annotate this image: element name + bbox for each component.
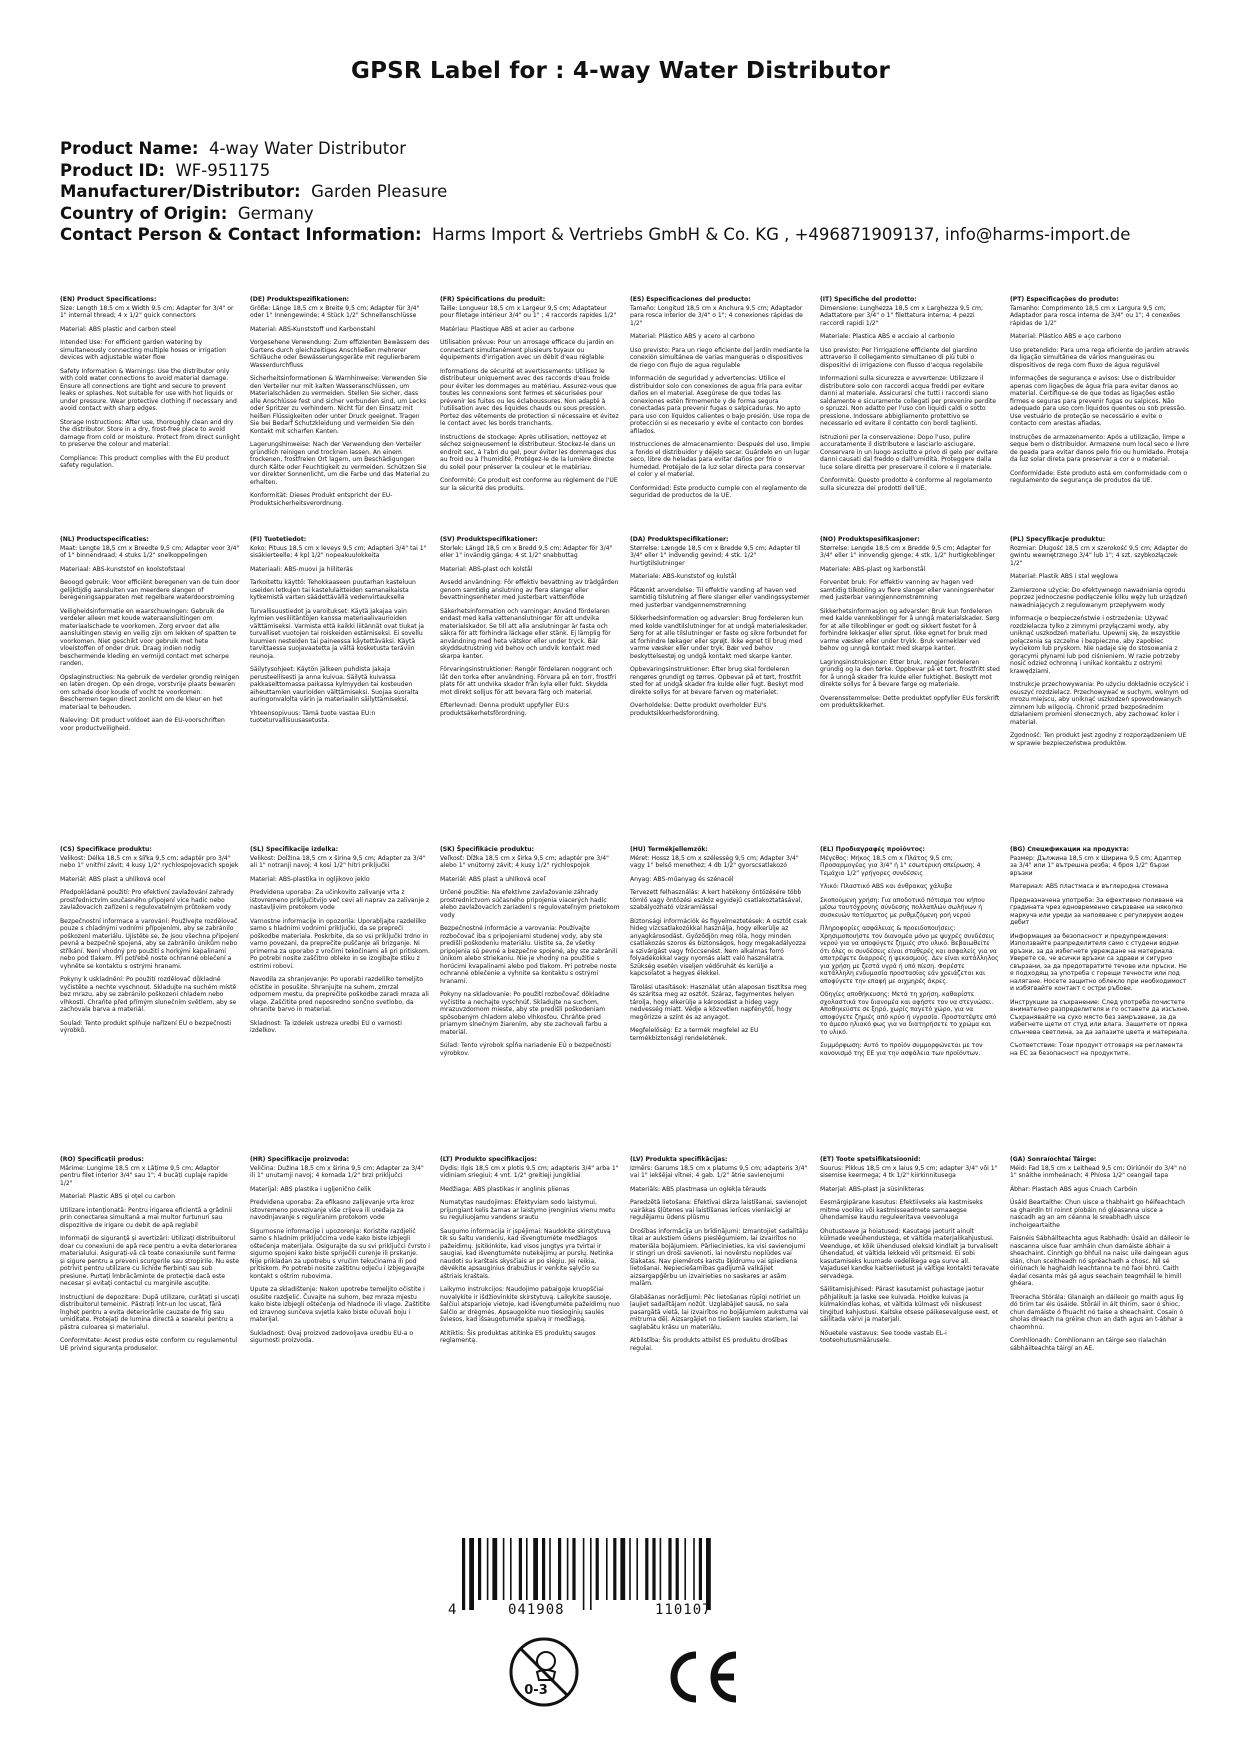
barcode-bar xyxy=(645,1538,648,1600)
spec-storage: Treoracha Stórála: Glanaigh an dáileoir go maith agus lig dó tirim tar éis úsáide. Stóráil in áit thirim, saor ó shioc, chun damáiste ó fhuacht nó taise a sheachaint. Cosain ó sholas díreach na gréine chun an dath agus an t-ábhar a chaomhnú. xyxy=(1010,1293,1184,1331)
spec-material: Υλικό: Πλαστικό ABS και άνθρακας χάλυβα xyxy=(820,883,953,890)
spec-storage: Instruções de armazenamento: Após a utilização, limpe e seque bem o distribuidor. Armazene num local seco e livre de geada para evitar danos pelo frio ou humidade. Proteja da luz solar direta para preservar a cor e o material. xyxy=(1010,433,1189,463)
age-warning-label: 0-3 xyxy=(524,1683,548,1698)
barcode-bar xyxy=(684,1538,686,1600)
spec-safety: Faisnéis Sábháilteachta agus Rabhadh: Úsáid an dáileoir le nascanna uisce fuar amháin chun damáiste ábhair a sheachaint. Cinntigh go bhfuil na naisc uile daingean agus slán, chun sceitheadh nó spréachadh a chosc. Níl sé oiriúnach le haghaidh leachtanna te nó faoi bhrú. Caith éadaí cosanta más gá agus seachain teagmháil le himill ghéara. xyxy=(1010,1235,1190,1287)
spec-size: Mărime: Lungime 18,5 cm x Lățime 9,5 cm; Adaptor pentru filet interior 3/4" sau 1"; 4 bucăți cuplaje rapide 1/2" xyxy=(60,1164,228,1187)
spec-storage: Instrucciones de almacenamiento: Después del uso, limpie a fondo el distribuidor y déjelo secar. Guárdelo en un lugar seco, libre de heladas para evitar daños por frío o humedad. Protéjalo de la luz solar directa para conservar el color y el material. xyxy=(630,441,810,478)
spec-material: Material: ABS plastic and carbon steel xyxy=(60,325,176,333)
spec-storage: Säilytysohjeet: Käytön jälkeen puhdista jakaja perusteellisesti ja anna kuivua. Säilytä kuivassa pakkaselttomassa paikassa kylmyyden tai kosteuden aiheuttamien vaurioiden välttämiseksi. Suojaa suoralta auringonvalolta värin ja materiaalin säilyttämiseksi. xyxy=(250,666,419,703)
spec-block-ro xyxy=(60,1156,240,1358)
spec-heading: (NO) Produktspesifikasjoner: xyxy=(820,536,920,543)
spec-size: Velikost: Délka 18,5 cm x šířka 9,5 cm; adaptér pro 3/4" nebo 1" vnitřní závit; 4 kusy 1/2" rychlospojovacích spojek xyxy=(60,854,239,869)
spec-safety: Sikkerhedsinformation og advarsler: Brug fordeleren kun med kolde vandtilslutninger for at undgå materialeskader. Sørg for at alle tilslutninger er faste og sikre forbundet for at forhindre lækager eller sprøjt. Ikke egnet til brug med varme væsker eller under tryk. Bær ved behov beskyttelsestøj og undgå kontakt med skarpe kanter. xyxy=(630,615,808,660)
spec-compliance: Comhlíonadh: Comhlíonann an táirge seo rialachán sábháilteachta táirgí an AE. xyxy=(1010,1337,1167,1352)
spec-storage: Opbevaringsinstruktioner: Efter brug skal fordeleren rengøres grundigt og tørres. Opbevar på et tørt, frostfrit sted for at undgå skader fra kulde eller fugt. Beskyt mod direkte sollys for at bevare farven og materialet. xyxy=(630,666,804,696)
spec-intended-use: Forventet bruk: For effektiv vanning av hagen ved samtidig tilkobling av flere slanger eller vanningsenheter med justerbar vanngjennomstrømning xyxy=(820,579,995,601)
spec-intended-use: Predviđena uporaba: Za efikasno zalijevanje vrta kroz istovremeno povezivanje više crijeva ili uređaja za navodnjavanje s reguliranim protokom vode xyxy=(250,1199,414,1221)
spec-intended-use: Paredzētā lietošana: Efektīvai dārza laistīšanai, savienojot vairākas šļūtenes vai laistīšanas ierīces vienlaicīgi ar regulējamu ūdens plūsmu xyxy=(630,1199,807,1221)
barcode-bar xyxy=(676,1538,679,1600)
spec-compliance: Conformidade: Este produto está em conformidade com o regulamento de segurança de produtos da UE. xyxy=(1010,469,1188,484)
ce-mark-icon xyxy=(660,1649,742,1705)
spec-heading: (FR) Spécifications du produit: xyxy=(440,296,546,303)
spec-intended-use: Vorgesehene Verwendung: Zum effizienten Bewässern des Gartens durch gleichzeitiges Anschließen mehrerer Schläuche oder Bewässerungsgeräte mit regulierbarem Wasserdurchfluss xyxy=(250,339,430,369)
spec-size: Storlek: Längd 18,5 cm x Bredd 9,5 cm; Adapter för 3/4" eller 1" invändig gänga; 4 st 1/2" snabbuttag xyxy=(440,544,613,559)
spec-storage: Οδηγίες αποθήκευσης: Μετά τη χρήση, καθαρίστε σχολαστικά τον διανομέα και αφήστε τον να στεγνώσει. Αποθηκεύστε σε ξηρό, χωρίς παγετό χώρο, για να αποφύγετε ζημιές από κρύο ή υγρασία. Προστατέψτε από το άμεσο ηλιακό φως για να διατηρήσετε το χρώμα και το υλικό. xyxy=(820,991,997,1036)
spec-block-nl xyxy=(60,536,240,738)
spec-block-it xyxy=(820,296,1000,498)
spec-size: Größe: Länge 18,5 cm x Breite 9,5 cm; Adapter für 3/4" oder 1" Innengewinde; 4 Stück 1/2" Schnellanschlüsse xyxy=(250,304,420,319)
spec-heading: (SL) Specifikacije izdelka: xyxy=(250,846,339,853)
manufacturer-row xyxy=(60,181,1200,203)
spec-storage: Lagringsinstruksjoner: Etter bruk, rengjør fordeleren grundig og la den tørke. Oppbevar på et tørt, frostfritt sted for å unngå skader fra kulde eller fuktighet. Beskytt mot direkte sollys for å bevare farge og materiale. xyxy=(820,658,1000,688)
spec-intended-use: Predvidena uporaba: Za učinkovito zalivanje vrta z istovremeno priključitvijo več cevi ali naprav za zalivanje z nastavljivim pretokom vode xyxy=(250,889,430,911)
spec-material: Material: ABS-plast och kolstål xyxy=(440,565,533,573)
spec-safety: Bezpečnostní informace a varování: Používejte rozdělovač pouze s chladnými vodními přípojeními, aby se zabránilo poškození materiálu. Ujistěte se, že jsou všechna připojení pevná a bezpečně spojená, aby se zabránilo únikům nebo stříkání. Není vhodný pro použití s horkými kapalinami nebo pod tlakem. Při potřebě noste ochranné oblečení a vyhněte se kontaktu s ostrými hranami. xyxy=(60,917,239,970)
spec-block-fi xyxy=(250,536,430,731)
spec-heading: (SV) Produktspecifikationer: xyxy=(440,536,538,543)
spec-intended-use: Uso pretendido: Para uma rega eficiente do jardim através da ligação simultânea de vários mangueiras ou dispositivos de rega com fluxo de água regulável xyxy=(1010,346,1189,369)
spec-material: Materijal: ABS plastika i ugljenično čelik xyxy=(250,1185,372,1193)
barcode-bar xyxy=(478,1538,481,1600)
spec-heading: (PT) Especificações do produto: xyxy=(1010,296,1119,303)
spec-heading: (HU) Termékjellemzők: xyxy=(630,846,708,853)
spec-compliance: Naleving: Dit product voldoet aan de EU-voorschriften voor productveiligheid. xyxy=(60,717,225,732)
spec-storage: Instructions de stockage: Après utilisation, nettoyez et séchez soigneusement le distributeur. Stockez-le dans un endroit sec, à l'abri du gel, pour éviter les dommages dus au froid ou à l'humidité. Protégez-le de la lumière directe du soleil pour préserver la couleur et le matériau. xyxy=(440,433,617,471)
product-name: 4-way Water Distributor xyxy=(208,139,407,158)
barcode-bar xyxy=(510,1538,512,1600)
spec-intended-use: Úsáid Beartaithe: Chun uisce a thabhairt go héifeachtach sa ghairdín trí roinnt píobáin nó gléasanna uisce a nascadh ag an am céanna le sreabhadh uisce inchoigeartaithe xyxy=(1010,1199,1186,1229)
spec-heading: (LT) Produkto specifikacijos: xyxy=(440,1156,537,1163)
spec-compliance: Soulad: Tento produkt splňuje nařízení EU o bezpečnosti výrobků. xyxy=(60,1019,232,1034)
spec-block-el xyxy=(820,846,1000,1063)
spec-intended-use: Utilisation prévue: Pour un arrosage efficace du jardin en connectant simultanément plusieurs tuyaux ou équipements d'irrigation avec un débit d'eau réglable xyxy=(440,339,614,361)
spec-intended-use: Eesmärgipärane kasutus: Efektiivseks aia kastmiseks mitme vooliku või kastmisseadmete samaaegse ühendamise kaudu reguleeritava veevooluga xyxy=(820,1199,983,1221)
barcode-bar xyxy=(533,1538,538,1600)
spec-compliance: Συμμόρφωση: Αυτό το προϊόν συμμορφώνεται με τον κανονισμό της ΕΕ για την ασφάλεια των προϊόντων. xyxy=(820,1042,983,1057)
spec-size: Størrelse: Længde 18,5 cm x Bredde 9,5 cm; Adapter til 3/4" eller 1" indvendig gevind; 4 stk. 1/2" hurtigtilslutninger xyxy=(630,544,801,567)
spec-material: Materiál: ABS plast a uhlíková ocel xyxy=(60,875,166,883)
info-label: Product Name: xyxy=(60,139,199,158)
spec-row xyxy=(60,846,1191,1156)
spec-safety: Información de seguridad y advertencias: Utilice el distribuidor solo con conexiones de agua fría para evitar daños en el material. Asegúrese de que todas las conexiones estén firmemente y de forma segura conectadas para prevenir fugas o salpicaduras. No apto para uso con líquidos calientes o bajo presión. Use ropa de protección si es necesario y evite el contacto con bordes afilados. xyxy=(630,375,810,435)
spec-material: Matériau: Plastique ABS et acier au carbone xyxy=(440,325,575,333)
specifications-grid xyxy=(60,296,1191,1456)
spec-heading: (BG) Спецификации на продукта: xyxy=(1010,846,1129,853)
barcode-bar xyxy=(629,1538,631,1600)
spec-storage: Säilitamisjuhised: Pärast kasutamist puhastage jaotur põhjalikult ja laske see kuivada. Hoidke kuivas ja külmakindlas kohas, et vältida külmast või niiskusest tingitud kahjustusi. Kaitske otsese päikesevalguse eest, et säilitada värvi ja materjali. xyxy=(820,1286,999,1323)
spec-safety: Bezpečnostné informácie a varovania: Používajte rozbočovač iba s pripojeniami studenej vody, aby ste predišli poškodeniu materiálu. Uistite sa, že všetky pripojenia sú pevné a bezpečne spojené, aby ste zabránili únikom alebo striekaniu. Nie je vhodný na použitie s horúcimi kvapalinami alebo pod tlakom. Pri potrebe noste ochranné oblečenie a vyhnite sa kontaktu s ostrými hranami. xyxy=(440,925,618,985)
spec-compliance: Zgodność: Ten produkt jest zgodny z rozporządzeniem UE w sprawie bezpieczeństwa produktów. xyxy=(1010,732,1187,747)
spec-material: Materiale: Plastica ABS e acciaio al carbonio xyxy=(820,333,955,340)
spec-material: Anyag: ABS-műanyag és szénacél xyxy=(630,875,734,883)
spec-size: Izmērs: Garums 18,5 cm x platums 9,5 cm; adapteris 3/4" vai 1" iekšējai vītnei; 4 gab. 1/2" ātrie savienojumi xyxy=(630,1164,808,1179)
spec-material: Materiál: ABS plast a uhlíková oceľ xyxy=(440,875,546,883)
spec-size: Dydis: Ilgis 18,5 cm x plotis 9,5 cm; adapteris 3/4" arba 1" vidiniam sriegiui; 4 vnt. 1/2" greitieji jungikliai xyxy=(440,1164,619,1179)
barcode-digits-right: 110107 xyxy=(655,1602,712,1618)
spec-size: Размер: Дължина 18,5 cm x Ширина 9,5 cm; Адаптер за 3/4" или 1" вътрешна резба; 4 броя 1/2" бързи връзки xyxy=(1010,854,1182,877)
spec-safety: Informacje o bezpieczeństwie i ostrzeżenia: Używać rozdzielacza tylko z zimnymi przyłączami wody, aby uniknąć uszkodzeń materiału. Upewnij się, że wszystkie połączenia są szczelne i bezpieczne, aby zapobiec wyciekom lub pryskom. Nie nadaje się do stosowania z gorącymi płynami lub pod ciśnieniem. W razie potrzeby nosić odzież ochronną i unikać kontaktu z ostrymi krawędziami. xyxy=(1010,615,1181,675)
barcode-bar xyxy=(620,1538,625,1600)
spec-block-da xyxy=(630,536,810,723)
barcode-bar xyxy=(636,1538,638,1600)
spec-safety: Informații de siguranță și avertizări: Utilizați distribuitorul doar cu conexiuni de apă rece pentru a evita deteriorarea materialului. Asigurați-vă că toate conexiunile sunt ferme și sigure pentru a preveni scurgerile sau stropirile. Nu este potrivit pentru utilizare cu lichide fierbinți sau sub presiune. Purtați îmbrăcăminte de protecție dacă este necesar și evitați contactul cu marginile ascuțite. xyxy=(60,1235,239,1287)
spec-size: Tamanho: Comprimento 18,5 cm x Largura 9,5 cm; Adaptador para rosca interna de 3/4" ou 1"; 4 conexões rápidas de 1/2" xyxy=(1010,304,1181,327)
spec-storage: Glabāšanas norādījumi: Pēc lietošanas rūpīgi notīriet un ļaujiet sadalītājam nožūt. Uzglabājiet sausā, no sala pasargātā vietā, lai izvairītos no bojājumiem aukstuma vai mitruma dēļ. Aizsargājiet no tiešiem saules stariem, lai saglabātu krāsu un materiālu. xyxy=(630,1293,809,1331)
spec-storage: Opslaginstructies: Na gebruik de verdeler grondig reinigen en laten drogen. Op een droge, vorstvrije plaats bewaren om schade door koude of vocht te voorkomen. Beschermen tegen direct zonlicht om de kleur en het materiaal te behouden. xyxy=(60,673,240,711)
spec-block-pt xyxy=(1010,296,1190,491)
spec-storage: Pokyny k uskladnění: Po použití rozdělovač důkladně vyčistěte a nechte vyschnout. Skladujte na suchém místě bez mrazu, aby se zabránilo poškození chladem nebo vlhkostí. Chraňte před přímým slunečním světlem, aby se zachovala barva a materiál. xyxy=(60,976,237,1013)
spec-block-cs xyxy=(60,846,240,1041)
spec-material: Material: ABS-Kunststoff und Karbonstahl xyxy=(250,325,376,333)
spec-material: Materiaali: ABS-muovi ja hiiliteräs xyxy=(250,565,353,573)
spec-material: Material: ABS-plastika in ogljikovo jeklo xyxy=(250,875,370,883)
spec-compliance: Konformität: Dieses Produkt entspricht der EU-Produktsicherheitsverordnung. xyxy=(250,492,393,507)
spec-heading: (DE) Produktspezifikationen: xyxy=(250,296,350,303)
country-row xyxy=(60,203,1200,225)
spec-intended-use: Zamierzone użycie: Do efektywnego nawadniania ogrodu poprzez jednoczesne podłączenie kilku węży lub urządzeń nawadniających z regulowanym przepływem wody xyxy=(1010,586,1188,609)
spec-intended-use: Σκοπούμενη χρήση: Για αποδοτικό πότισμα του κήπου μέσω ταυτόχρονης σύνδεσης πολλαπλών σωλήνων ή συσκευών ποτίσματος με ρυθμιζόμενη ροή νερού xyxy=(820,896,985,919)
age-warning-icon xyxy=(508,1636,580,1708)
spec-compliance: Sukladnost: Ovaj proizvod zadovoljava uredbu EU-a o sigurnosti proizvoda. xyxy=(250,1329,414,1344)
spec-block-sl xyxy=(250,846,430,1041)
spec-material: Materiale: ABS-kunststof og kulstål xyxy=(630,573,737,580)
spec-block-pl xyxy=(1010,536,1190,753)
spec-size: Rozmiar: Długość 18,5 cm x szerokość 9,5 cm; Adapter do gwintu wewnętrznego 3/4" lub 1"; 4 szt. szybkozłączek 1/2" xyxy=(1010,544,1188,567)
spec-size: Dimensione: Lunghezza 18,5 cm x Larghezza 9,5 cm; Adattatore per 3/4" o 1" filettatura interna; 4 pezzi raccordi rapidi 1/2" xyxy=(820,304,984,327)
barcode-bar xyxy=(469,1538,474,1610)
spec-compliance: Conformitate: Acest produs este conform cu regulamentul UE privind siguranța produselor. xyxy=(60,1337,238,1352)
spec-size: Méret: Hossz 18,5 cm x szélesség 9,5 cm; Adapter 3/4" vagy 1" belső menethez; 4 db 1/2" gyorscsatlakozó xyxy=(630,854,799,869)
spec-storage: Förvaringsinstruktioner: Rengör fördelaren noggrant och låt den torka efter användning. Förvara på en torr, frostfri plats för att undvika skador från kyla eller fukt. Skydda mot direkt solljus för att bevara färg och material. xyxy=(440,666,617,696)
barcode-bar xyxy=(503,1538,505,1600)
spec-heading: (IT) Specifiche del prodotto: xyxy=(820,296,917,303)
spec-material: Материал: ABS пластмаса и въглеродна стомана xyxy=(1010,883,1169,890)
spec-heading: (DA) Produktspecifikationer: xyxy=(630,536,729,543)
spec-storage: Pokyny na skladovanie: Po použití rozbočovač dôkladne vyčistite a nechajte vyschnúť. Skladujte na suchom, mrazuvzdornom mieste, aby ste predišli poškodeniam spôsobeným chladom alebo vlhkosťou. Chráňte pred priamym slnečným žiarením, aby ste zachovali farbu a materiál. xyxy=(440,991,610,1036)
barcode-bar xyxy=(549,1538,551,1600)
spec-heading: (LV) Produkta specifikācijas: xyxy=(630,1156,728,1163)
spec-compliance: Skladnost: Ta izdelek ustreza uredbi EU o varnosti izdelkov. xyxy=(250,1019,402,1034)
barcode-bar xyxy=(693,1538,695,1600)
spec-heading: (RO) Specificații produs: xyxy=(60,1156,144,1163)
spec-storage: Storage Instructions: After use, thoroughly clean and dry the distributor. Store in a dry, frost-free place to avoid damage from cold or moisture. Protect from direct sunlight to preserve the colour and material. xyxy=(60,418,240,448)
spec-safety: Sikkerhetsinformasjon og advarsler: Bruk kun fordeleren med kalde vannkoblinger for å unngå materialskader. Sørg for at alle tilkoblinger er godt og sikkert festet for å forhindre lekkasjer eller sprut. Ikke egnet for bruk med varme væsker eller under trykk. Bruk verneklær ved behov og unngå kontakt med skarpe kanter. xyxy=(820,607,1000,652)
barcode-bar xyxy=(606,1538,608,1600)
spec-heading: (ES) Especificaciones del producto: xyxy=(630,296,751,303)
spec-size: Size: Length 18.5 cm x Width 9.5 cm; Adapter for 3/4" or 1" internal thread; 4 x 1/2" quick connectors xyxy=(60,304,234,319)
spec-intended-use: Uso previsto: Per l'irrigazione efficiente del giardino attraverso il collegamento simultaneo di più tubi o dispositivi di irrigazione con flusso d'acqua regolabile xyxy=(820,346,983,369)
spec-compliance: Съответствие: Този продукт отговаря на регламента на ЕС за безопасност на продуктите. xyxy=(1010,1042,1183,1057)
product-name-row xyxy=(60,138,1200,160)
spec-compliance: Atitiktis: Šis produktas atitinka ES produktų saugos reglamentą. xyxy=(440,1329,596,1344)
spec-intended-use: Beoogd gebruik: Voor efficiënt beregenen van de tuin door gelijktijdig aansluiten van meerdere slangen of beregeningsapparaten met regelbare waterdoorstroming xyxy=(60,579,240,601)
spec-compliance: Conformidad: Este producto cumple con el reglamento de seguridad de productos de la UE. xyxy=(630,484,807,499)
barcode-bar xyxy=(596,1538,599,1600)
spec-block-hu xyxy=(630,846,810,1048)
spec-heading: (FI) Tuotetiedot: xyxy=(250,536,307,543)
spec-intended-use: Tervezett felhasználás: A kert hatékony öntözésére több tömlő vagy öntözési eszköz egyidejű csatlakoztatásával, szabályozható vízáramlással xyxy=(630,889,803,911)
spec-size: Maat: Lengte 18,5 cm x Breedte 9,5 cm; Adapter voor 3/4" of 1" binnendraad; 4 stuks 1/2" snelkoppelingen xyxy=(60,544,240,559)
barcode-digit-first: 4 xyxy=(448,1602,457,1618)
spec-material: Materiał: Plastik ABS i stal węglowa xyxy=(1010,573,1118,580)
spec-compliance: Megfelelőség: Ez a termék megfelel az EU termékbiztonsági rendeletének. xyxy=(630,1027,759,1042)
barcode-bar xyxy=(652,1538,655,1600)
barcode-bar xyxy=(487,1538,489,1600)
spec-safety: Varnostne informacije in opozorila: Uporabljajte razdelilko samo s hladnimi vodnimi priključki, da se prepreči poškodbe materiala. Poskrbite, da so vsi priključki trdno in varno povezani, da preprečite puščanje ali brizganje. Ni primerna za uporabo z vročimi tekočinami ali pri pritiskom. Po potrebi nosite zaščitno obleko in se izogibajte stiku z ostrimi robovi. xyxy=(250,917,430,970)
spec-safety: Информация за безопасност и предупреждения: Използвайте разпределителя само с студени водни връзки, за да избегнете увреждане на материала. Уверете се, че всички връзки са здрави и сигурно свързани, за да предотвратите течове или пръски. Не е подходящ за употреба с горещи течности или под налягане. Носете защитно облекло при необходимост и избягвайте контакт с остри ръбове. xyxy=(1010,932,1187,992)
spec-size: Μέγεθος: Μήκος 18,5 cm x Πλάτος 9,5 cm; Προσαρμογέας για 3/4" ή 1" εσωτερική σπείρωση; 4 Τεμάχια 1/2" γρήγορες συνδέσεις xyxy=(820,854,981,877)
spec-storage: Navodila za shranjevanje: Po uporabi razdelilko temeljito očistite in posušite. Shranjujte na suhem, zmrzal odpornem mestu, da preprečite poškodbe zaradi mraza ali vlage. Zaščitite pred neposredno sončno svetlobo, da ohranite barvo in material. xyxy=(250,976,429,1013)
spec-compliance: Atbilstība: Šis produkts atbilst ES produktu drošības regulai. xyxy=(630,1337,788,1352)
product-info xyxy=(60,138,1200,246)
product-id: WF-951175 xyxy=(175,160,271,180)
spec-storage: Instrucțiuni de depozitare: După utilizare, curățați și uscați distribuitorul temeinic. Păstrați într-un loc uscat, fără îngheț pentru a evita deteriorările cauzate de frig sau umiditate. Protejați de lumina directă a soarelui pentru a păstra culoarea și materialul. xyxy=(60,1293,240,1331)
spec-compliance: Conformité: Ce produit est conforme au règlement de l'UE sur la sécurité des produits. xyxy=(440,477,618,492)
spec-intended-use: Předpokládané použití: Pro efektivní zavlažování zahrady prostřednictvím současného připojení více hadic nebo zavlažovacích zařízení s regulovatelným průtokem vody xyxy=(60,889,234,911)
product-id-row xyxy=(60,160,1200,182)
spec-compliance: Efterlevnad: Denna produkt uppfyller EU:s produktsäkerhetsförordning. xyxy=(440,702,569,717)
spec-compliance: Nõuetele vastavus: See toode vastab EL-i tooteohutusmäärusele. xyxy=(820,1329,947,1344)
spec-intended-use: Uso previsto: Para un riego eficiente del jardín mediante la conexión simultánea de varias mangueras o dispositivos de riego con flujo de agua regulable xyxy=(630,346,810,369)
spec-heading: (EL) Προδιαγραφές προϊόντος: xyxy=(820,846,925,853)
spec-material: Materiāls: ABS plastmasa un oglekļa tērauds xyxy=(630,1185,767,1193)
barcode-bar xyxy=(542,1538,545,1600)
spec-size: Koko: Pituus 18,5 cm x leveys 9,5 cm; Adapteri 3/4" tai 1" sisäkierteelle; 4 kpl 1/2" nopeakuulokkeita xyxy=(250,544,427,559)
spec-material: Materiale: ABS-plast og karbonstål xyxy=(820,565,926,573)
barcode-bar xyxy=(590,1538,592,1610)
spec-storage: Instrukcje przechowywania: Po użyciu dokładnie oczyścić i osuszyć rozdzielacz. Przechowywać w suchym, wolnym od mrozu miejscu, aby uniknąć uszkodzeń spowodowanych zimnem lub wilgocią. Chronić przed bezpośrednim działaniem promieni słonecznych, aby zachować kolor i materiał. xyxy=(1010,681,1189,726)
manufacturer: Garden Pleasure xyxy=(311,182,448,201)
barcode-bar xyxy=(706,1538,711,1610)
spec-safety: Saugumo informacija ir įspėjimai: Naudokite skirstytuvą tik su šaltu vandeniu, kad išvengtumėte medžiagos pažeidimų. Įsitikinkite, kad visos jungtys yra tvirtai ir saugiai, kad išvengtumėte nutekėjimų ar purslų. Netinka naudoti su karštais skysčiais ar po slėgiu. Jei reikia, dėvėkite apsauginius drabužius ir venkite sąlyčio su aštriais kraštais. xyxy=(440,1227,614,1280)
spec-row xyxy=(60,1156,1191,1456)
spec-storage: Lagerungshinweise: Nach der Verwendung den Verteiler gründlich reinigen und trocknen lassen. An einem trockenen, frostfreien Ort lagern, um Beschädigungen durch Kälte oder Feuchtigkeit zu vermeiden. Schützen Sie vor direkter Sonnenlicht, um die Farbe und das Material zu erhalten. xyxy=(250,441,430,486)
spec-compliance: Overensstemmelse: Dette produktet oppfyller EUs forskrift om produktsikkerhet. xyxy=(820,694,1000,709)
spec-row xyxy=(60,536,1191,846)
spec-material: Ábhar: Plastach ABS agus Cruach Carbóin xyxy=(1010,1185,1138,1193)
barcode-bar xyxy=(613,1538,616,1600)
spec-block-sv xyxy=(440,536,620,723)
spec-block-de xyxy=(250,296,430,513)
spec-safety: Biztonsági információk és figyelmeztetések: A osztót csak hideg vízcsatlakozókkal használja, hogy elkerülje az anyagkárosodást. Győződjön meg róla, hogy minden csatlakozás szoros és biztonságos, hogy megakadályozza a szivárgást vagy fröccsenést. Nem alkalmas forró folyadékokkal vagy nyomás alatt való használatra. Szükség esetén viseljen védőruhát és kerülje a kapcsolatot a hegyes élekkel. xyxy=(630,917,807,977)
spec-compliance: Overholdelse: Dette produkt overholder EU's produktsikkerhedsforordning. xyxy=(630,702,767,717)
spec-compliance: Compliance: This product complies with the EU product safety regulation. xyxy=(60,454,230,469)
barcode-digits xyxy=(448,1602,793,1622)
contact-row xyxy=(60,224,1200,246)
spec-heading: (GA) Sonraíochtaí Táirge: xyxy=(1010,1156,1097,1163)
spec-block-es xyxy=(630,296,810,506)
spec-material: Material: Plástico ABS y acero al carbono xyxy=(630,333,755,340)
info-label: Manufacturer/Distributor: xyxy=(60,182,301,201)
spec-intended-use: Avsedd användning: För effektiv bevattning av trädgården genom samtidig anslutning av flera slangar eller bevattningsenheter med justerbart vattenflöde xyxy=(440,579,619,601)
spec-material: Materjal: ABS-plast ja süsinikteras xyxy=(820,1185,924,1193)
spec-compliance: Yhteensopivuus: Tämä tuote vastaa EU:n tuoteturvallisuusasetusta. xyxy=(250,709,376,724)
spec-intended-use: Tarkoitettu käyttö: Tehokkaaseen puutarhan kasteluun useiden letkujen tai kastelulaitteiden samanaikaista kytkemistä varten säädettävällä vedenvirtauksella xyxy=(250,579,416,601)
barcode-bars xyxy=(448,1538,793,1610)
spec-compliance: Conformità: Questo prodotto è conforme al regolamento sulla sicurezza dei prodotti dell'UE. xyxy=(820,477,993,492)
barcode-bar xyxy=(558,1538,561,1600)
spec-heading: (HR) Specifikacije proizvoda: xyxy=(250,1156,350,1163)
spec-safety: Sicherheitsinformationen & Warnhinweise: Verwenden Sie den Verteiler nur mit kalten Wasseranschlüssen, um Materialschäden zu vermeiden. Stellen Sie sicher, dass alle Anschlüsse fest und sicher verbunden sind, um Lecks oder Spritzer zu verhindern. Nicht für den Einsatz mit heißen Flüssigkeiten oder unter Druck geeignet. Tragen Sie bei Bedarf Schutzkleidung und vermeiden Sie den Kontakt mit scharfen Kanten. xyxy=(250,375,427,435)
barcode-bar xyxy=(567,1538,569,1600)
barcode-bar xyxy=(526,1538,528,1600)
spec-safety: Drošības informācija un brīdinājumi: Izmantojiet sadalītāju tikai ar aukstiem ūdens pieslēgumiem, lai izvairītos no materiāla bojājumiem. Pārliecinieties, ka visi savienojumi ir stingri un droši savienoti, lai novērstu noplūdes vai šļakatas. Nav piemērots karstu šķidrumu vai spiediena lietošanai. Nepieciešamības gadījumā valkājiet aizsargapģērbu un izvairieties no saskares ar asām malām. xyxy=(630,1227,809,1287)
spec-block-et xyxy=(820,1156,1000,1351)
spec-material: Material: Plástico ABS e aço carbono xyxy=(1010,333,1122,340)
spec-size: Veličina: Dužina 18,5 cm x širina 9,5 cm; Adapter za 3/4" ili 1" unutarnji navoj; 4 komada 1/2" brzi priključci xyxy=(250,1164,424,1179)
barcode-bar xyxy=(572,1538,575,1600)
spec-block-en xyxy=(60,296,240,476)
spec-material: Material: Plastic ABS și oțel cu carbon xyxy=(60,1193,175,1200)
ce-mark-graphic xyxy=(660,1649,742,1705)
spec-safety: Πληροφορίες ασφάλειας & προειδοποιήσεις: Χρησιμοποιήστε τον διανομέα μόνο με ψυχρές συνδέσεις νερού για να αποφύγετε ζημιές στο υλικό. Βεβαιωθείτε ότι όλες οι συνδέσεις είναι σταθερές και ασφαλείς για να αποτρέψετε διαρροές ή ψεκασμούς. Δεν είναι κατάλληλος για χρήση με ζεστά υγρά ή υπό πίεση. Φορέστε κατάλληλη ενδυμασία προστασίας εάν χρειάζεται και αποφύγετε την επαφή με αιχμηρές άκρες. xyxy=(820,925,999,985)
spec-safety: Veiligheidsinformatie en waarschuwingen: Gebruik de verdeler alleen met koude wateraansluitingen om materiaalschade te voorkomen. Zorg ervoor dat alle aansluitingen stevig en veilig zijn om lekken of spatten te voorkomen. Niet geschikt voor gebruik met hete vloeistoffen of onder druk. Draag indien nodig beschermende kleding en vermijd contact met scherpe randen. xyxy=(60,607,237,667)
info-label: Country of Origin: xyxy=(60,203,228,223)
spec-block-fr xyxy=(440,296,620,498)
spec-compliance: Súlad: Tento výrobok spĺňa nariadenie EÚ o bezpečnosti výrobkov. xyxy=(440,1042,611,1057)
spec-heading: (CS) Specifikace produktu: xyxy=(60,846,152,853)
spec-heading: (PL) Specyfikacje produktu: xyxy=(1010,536,1106,543)
document-title: GPSR Label for : 4-way Water Distributor xyxy=(351,58,890,84)
barcode-digits-left: 041908 xyxy=(508,1602,565,1618)
barcode-bar xyxy=(699,1538,702,1600)
spec-safety: Turvallisuustiedot ja varoitukset: Käytä jakajaa vain kylmien vesiliitäntöjen kanssa materiaalivaurioiden välttämiseksi. Varmista että kaikki liitännät ovat tiukat ja turvalliset vuotojen tai roiskeiden estämiseksi. Ei sovellu kuumien nesteiden tai paineessa käytettäväksi. Käytä tarvittaessa suojavaatetta ja vältä kosketusta teräviin reunoja. xyxy=(250,607,425,660)
spec-heading: (SK) Špecifikácie produktu: xyxy=(440,846,535,853)
spec-material: Materiaal: ABS-kunststof en koolstofstaal xyxy=(60,565,185,573)
barcode-bar xyxy=(583,1538,585,1610)
spec-safety: Informations de sécurité et avertissements: Utilisez le distributeur uniquement avec des raccords d'eau froide pour éviter les dommages au matériau. Assurez-vous que toutes les connexions sont fermes et sécurisées pour prévenir les fuites ou les éclaboussures. Non adapté à l'utilisation avec des liquides chauds ou sous pression. Portez des vêtements de protection si nécessaire et évitez le contact avec les bords tranchants. xyxy=(440,367,619,427)
spec-heading: (EN) Product Specifications: xyxy=(60,296,157,303)
barcode-bar xyxy=(668,1538,671,1600)
barcode-bar xyxy=(462,1538,465,1610)
spec-size: Størrelse: Lengde 18,5 cm x Bredde 9,5 cm; Adapter for 3/4" eller 1" innvendig gjenge; 4 stk. 1/2" hurtigkoblinger xyxy=(820,544,996,559)
barcode-bar xyxy=(519,1538,522,1600)
ean-barcode xyxy=(448,1538,793,1624)
spec-size: Velikost: Dolžina 18,5 cm x širina 9,5 cm; Adapter za 3/4" ali 1" notranji navoj; 4 kosi 1/2" hitri priključki xyxy=(250,854,426,869)
spec-intended-use: Påtænkt anvendelse: Til effektiv vanding af haven ved samtidig tilslutning af flere slanger eller vandingssystemer med justerbar vandgennemstrømning xyxy=(630,586,810,609)
spec-storage: Инструкции за съхранение: След употреба почистете внимателно разпределителя и го оставете да изсъхне. Съхранявайте на сухо място без замръзване, за да избегнете щети от студ или влага. Защитете от пряка слънчева светлина, за да запазите цвета и материала. xyxy=(1010,998,1190,1036)
spec-storage: Tárolási utasítások: Használat után alaposan tisztítsa meg és szárítsa meg az osztót. Száraz, fagymentes helyen tárolja, hogy elkerülje a károsodást a hideg vagy nedvesség miatt. Védje a közvetlen napfénytől, hogy megőrizze a színt és az anyagot. xyxy=(630,983,807,1021)
barcode-bar xyxy=(660,1538,662,1600)
spec-block-bg xyxy=(1010,846,1190,1063)
spec-block-hr xyxy=(250,1156,430,1351)
spec-intended-use: Intended Use: For efficient garden watering by simultaneously connecting multiple hoses or irrigation devices with adjustable water flow xyxy=(60,339,226,361)
spec-block-sk xyxy=(440,846,620,1063)
barcode-bar xyxy=(492,1538,497,1600)
spec-block-ga xyxy=(1010,1156,1190,1358)
spec-heading: (NL) Productspecificaties: xyxy=(60,536,149,543)
spec-heading: (ET) Toote spetsifikatsioonid: xyxy=(820,1156,921,1163)
spec-size: Tamaño: Longitud 18,5 cm x Anchura 9,5 cm; Adaptador para rosca interior de 3/4" o 1"; 4 conexiones rápidas de 1/2" xyxy=(630,304,803,327)
spec-intended-use: Предназначена употреба: За ефективно поливане на градината чрез едновременно свързване на няколко маркуча или уреди за напояване с регулируем воден дебит xyxy=(1010,896,1184,926)
spec-size: Veľkosť: Dĺžka 18,5 cm x šírka 9,5 cm; adaptér pre 3/4" alebo 1" vnútorný závit; 4 kusy 1/2" rýchlospojok xyxy=(440,854,609,869)
spec-material: Medžiaga: ABS plastikas ir anglinis plienas xyxy=(440,1185,570,1193)
spec-size: Suurus: Pikkus 18,5 cm x laius 9,5 cm; adapter 3/4" või 1" sisemise keermega; 4 tk 1/2" kiirkinnitusega xyxy=(820,1164,998,1179)
spec-size: Taille: Longueur 18,5 cm x Largeur 9,5 cm; Adaptateur pour filetage intérieur 3/4" ou 1" ; 4 raccords rapides 1/2" xyxy=(440,304,617,319)
spec-safety: Sigurnosne informacije i upozorenja: Koristite razdjelić samo s hladnim priključcima vode kako biste izbjegli oštećenja materijala. Osigurajte da su svi priključci čvrsto i sigurno spojeni kako biste spriječili curenje ili prskanje. Nije prikladan za upotrebu s vrućim tekućinama ili pod pritiskom. Po potrebi nosite zaštitnu odjeću i izbjegavajte kontakt s oštrim rubovima. xyxy=(250,1227,430,1280)
spec-safety: Ohutusteave ja hoiatused: Kasutage jaoturit ainult külmade veeühendustega, et vältida materjalikahjustusi. Veenduge, et kõik ühendused oleksid kindlalt ja turvaliselt ühendatud, et vältida lekkeid või pritsmeid. Ei sobi kasutamiseks kuumade vedelikega ega surve all. Vajadusel kandke kaitseriietust ja vältige kontakti teravate servadega. xyxy=(820,1227,1000,1280)
spec-safety: Informazioni sulla sicurezza e avvertenze: Utilizzare il distributore solo con raccordi acqua freddi per evitare danni al materiale. Assicurarsi che tutti i raccordi siano saldamente e sicuramente collegati per prevenire perdite o spruzzi. Non adatto per l'uso con liquidi caldi o sotto pressione. Indossare abbigliamento protettivo se necessario ed evitare il contatto con bordi taglienti. xyxy=(820,375,997,427)
spec-intended-use: Numatytas naudojimas: Efektyviam sodo laistymui, prijungiant kelis žarnas ar laistymo įrenginius vienu metu su reguliuojamu vandens srautu xyxy=(440,1199,616,1221)
info-label: Product ID: xyxy=(60,160,165,180)
spec-storage: Laikymo instrukcijos: Naudojimo pabaigoje kruopščiai nuvalykite ir išdžiovinkite skirstytuvą. Laikykite sausoje, šalčiui atsparioje vietoje, kad išvengtumėte pažeidimų nuo šalčio ar drėgmės. Apsaugokite nuo tiesioginių saulės šviesos, kad išsaugotumėte spalvą ir medžiagą. xyxy=(440,1286,620,1323)
spec-intended-use: Určené použitie: Na efektívne zavlažovanie záhrady prostredníctvom súčasného pripojenia viacerých hadíc alebo zavlažovacích zariadení s regulovateľným prietokom vody xyxy=(440,889,620,919)
spec-storage: Istruzioni per la conservazione: Dopo l'uso, pulire accuratamente il distributore e lasciarlo asciugare. Conservare in un luogo asciutto e privo di gelo per evitare danni causati dal freddo o dall'umidità. Proteggere dalla luce solare diretta per preservare il colore e il materiale. xyxy=(820,433,998,471)
info-label: Contact Person & Contact Information: xyxy=(60,225,422,244)
spec-intended-use: Utilizare intenționată: Pentru irigarea eficientă a grădinii prin conectarea simultană a mai multor furtunuri sau dispozitive de irigare cu debit de apă reglabil xyxy=(60,1206,232,1229)
spec-block-no xyxy=(820,536,1000,716)
spec-block-lt xyxy=(440,1156,620,1351)
spec-size: Méid: Fad 18,5 cm x Leithead 9,5 cm; Oiriúnóir do 3/4" nó 1" snáithe inmheánach; 4 Phíosa 1/2" ceangail tapa xyxy=(1010,1164,1187,1179)
country-of-origin: Germany xyxy=(237,203,314,223)
spec-block-lv xyxy=(630,1156,810,1358)
spec-safety: Säkerhetsinformation och varningar: Använd fördelaren endast med kalla vattenanslutningar för att undvika materialskador. Se till att alla anslutningar är fasta och säkra för att förhindra läckage eller stänk. Ej lämplig för användning med heta vätskor eller under tryck. Bär skyddsutrustning vid behov och undvik kontakt med skarpa kanter. xyxy=(440,607,611,660)
contact-information: Harms Import & Vertriebs GmbH & Co. KG , +496871909137, info@harms-import.de xyxy=(432,225,1131,244)
spec-safety: Informações de segurança e avisos: Use o distribuidor apenas com ligações de água fria para evitar danos ao material. Certifique-se de que todas as ligações estão firmes e seguras para prevenir fugas ou salpicos. Não adequado para uso com líquidos quentes ou sob pressão. Use vestuário de proteção se necessário e evite o contacto com arestas afiadas. xyxy=(1010,375,1186,427)
spec-safety: Safety Information & Warnings: Use the distributor only with cold water connections to avoid material damage. Ensure all connections are tight and secure to prevent leaks or splashes. Not suitable for use with hot liquids or under pressure. Wear protective clothing if necessary and avoid contact with sharp edges. xyxy=(60,367,237,412)
spec-row xyxy=(60,296,1191,536)
spec-storage: Upute za skladištenje: Nakon upotrebe temeljito očistite i osušite razdjelić. Čuvajte na suhom, bez mraza mjestu kako biste izbjegli oštećenja od hladnoće ili vlage. Zaštitite od izravnog sunčeva svjetla kako biste očuvali boju i materijal. xyxy=(250,1286,430,1323)
not-for-children-icon xyxy=(508,1636,580,1708)
